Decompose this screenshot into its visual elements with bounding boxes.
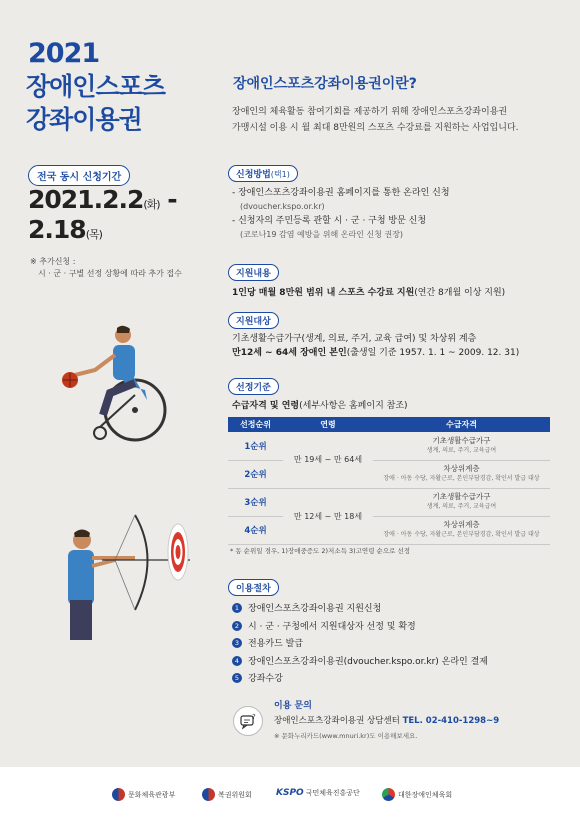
criteria-rank: 3순위 (228, 488, 283, 516)
lottery-emblem-icon (202, 788, 215, 801)
criteria-age: 만 12세 ~ 만 18세 (283, 488, 373, 544)
mcst-emblem-icon (112, 788, 125, 801)
procedure-step: 3 전용카드 발급 (232, 636, 303, 649)
method-item-online-url: (dvoucher.kspo.or.kr) (240, 202, 325, 211)
criteria-rank: 1순위 (228, 432, 283, 460)
table-row (228, 432, 550, 460)
criteria-rank: 2순위 (228, 460, 283, 488)
criteria-qual: 기초생활수급가구 생계, 의료, 주거, 교육급여 (373, 432, 550, 460)
period-start: 2021.2.2(화) - (28, 185, 177, 214)
method-item-visit: - 신청자의 주민등록 관할 시 · 군 · 구청 방문 신청 (232, 216, 427, 226)
method-item-visit-note: (코로나19 감염 예방을 위해 온라인 신청 권장) (240, 230, 404, 239)
procedure-step: 4 장애인스포츠강좌이용권(dvoucher.kspo.or.kr) 온라인 결제 (232, 654, 488, 667)
criteria-qual: 차상위계층 장애 · 아동 수당, 자활근로, 본인부담경감, 확인서 발급 대상 (373, 460, 550, 488)
intro-title: 장애인스포츠강좌이용권이란? (233, 76, 417, 92)
logo-lottery: 복권위원회 (202, 788, 252, 801)
criteria-note: * 동 순위일 경우, 1)장애중증도 2)저소득 3)고연령 순으로 선정 (230, 547, 410, 555)
support-text: 1인당 매월 8만원 범위 내 스포츠 수강료 지원(연간 8개월 이상 지원) (232, 288, 506, 298)
inquiry-note: ※ 문화누리카드(www.mnuri.kr)도 이용해보세요. (274, 732, 418, 740)
table-row (228, 460, 550, 488)
table-row (228, 516, 550, 544)
speech-bubble-icon (233, 706, 263, 736)
method-badge: 신청방법(택1) (228, 165, 298, 182)
target-badge: 지원대상 (228, 312, 279, 329)
criteria-age: 만 19세 ~ 만 64세 (283, 432, 373, 488)
logo-mcst: 문화체육관광부 (112, 788, 175, 801)
period-end: 2.18(목) (28, 215, 102, 244)
archery-target-illustration (166, 522, 190, 582)
intro-description: 장애인의 체육활동 참여기회를 제공하기 위해 장애인스포츠강좌이용권 가맹시설 이용 시 월 최대 8만원의 스포츠 수강료를 지원하는 사업입니다. (232, 107, 519, 133)
inquiry-title: 이용 문의 (274, 701, 312, 711)
procedure-step: 1 장애인스포츠강좌이용권 지원신청 (232, 601, 381, 614)
archer-illustration (40, 500, 220, 640)
svg-text:?: ? (252, 713, 256, 721)
inquiry-contact: 장애인스포츠강좌이용권 상담센터 TEL. 02-410-1298~9 (274, 716, 500, 726)
criteria-subtitle: 수급자격 및 연령(세부사항은 홈페이지 참조) (232, 401, 408, 411)
period-badge: 전국 동시 신청기간 (28, 165, 130, 186)
criteria-qual: 차상위계층 장애 · 아동 수당, 자활근로, 본인부담경감, 확인서 발급 대상 (373, 516, 550, 544)
extra-application: ※ 추가신청 : 시 · 군 · 구별 선정 상황에 따라 추가 접수 (30, 257, 182, 278)
table-row (228, 488, 550, 516)
criteria-table (228, 417, 550, 545)
title-line-1: 장애인스포츠 (26, 72, 165, 101)
criteria-header-age: 연령 (283, 417, 373, 432)
support-badge: 지원내용 (228, 264, 279, 281)
poster-title (26, 70, 165, 136)
criteria-header-qual: 수급자격 (373, 417, 550, 432)
inquiry-phone: TEL. 02-410-1298~9 (402, 716, 500, 726)
method-item-online: - 장애인스포츠강좌이용권 홈페이지를 통한 온라인 신청 (232, 188, 450, 198)
target-text: 기초생활수급가구(생계, 의료, 주거, 교육 급여) 및 차상위 계층 만12세 ~ 64세 장애인 본인(출생일 기준 1957. 1. 1 ~ 2009. 12. 31) (232, 334, 520, 358)
criteria-header-rank: 선정순위 (228, 417, 283, 432)
logo-kspo: KSPO 국민체육진흥공단 (276, 788, 360, 798)
title-line-2: 강좌이용권 (26, 105, 142, 134)
criteria-rank: 4순위 (228, 516, 283, 544)
criteria-header-row (228, 417, 550, 432)
procedure-badge: 이용절차 (228, 579, 279, 596)
wheelchair-basketball-illustration (55, 325, 180, 445)
method-list (232, 186, 450, 242)
poster-year: 2021 (28, 38, 100, 69)
procedure-step: 2 시 · 군 · 구청에서 지원대상자 선정 및 확정 (232, 619, 416, 632)
procedure-step: 5 강좌수강 (232, 671, 283, 684)
criteria-qual: 기초생활수급가구 생계, 의료, 주거, 교육급여 (373, 488, 550, 516)
criteria-badge: 선정기준 (228, 378, 279, 395)
logo-kpc: 대한장애인체육회 (382, 788, 452, 801)
kpc-emblem-icon (382, 788, 395, 801)
